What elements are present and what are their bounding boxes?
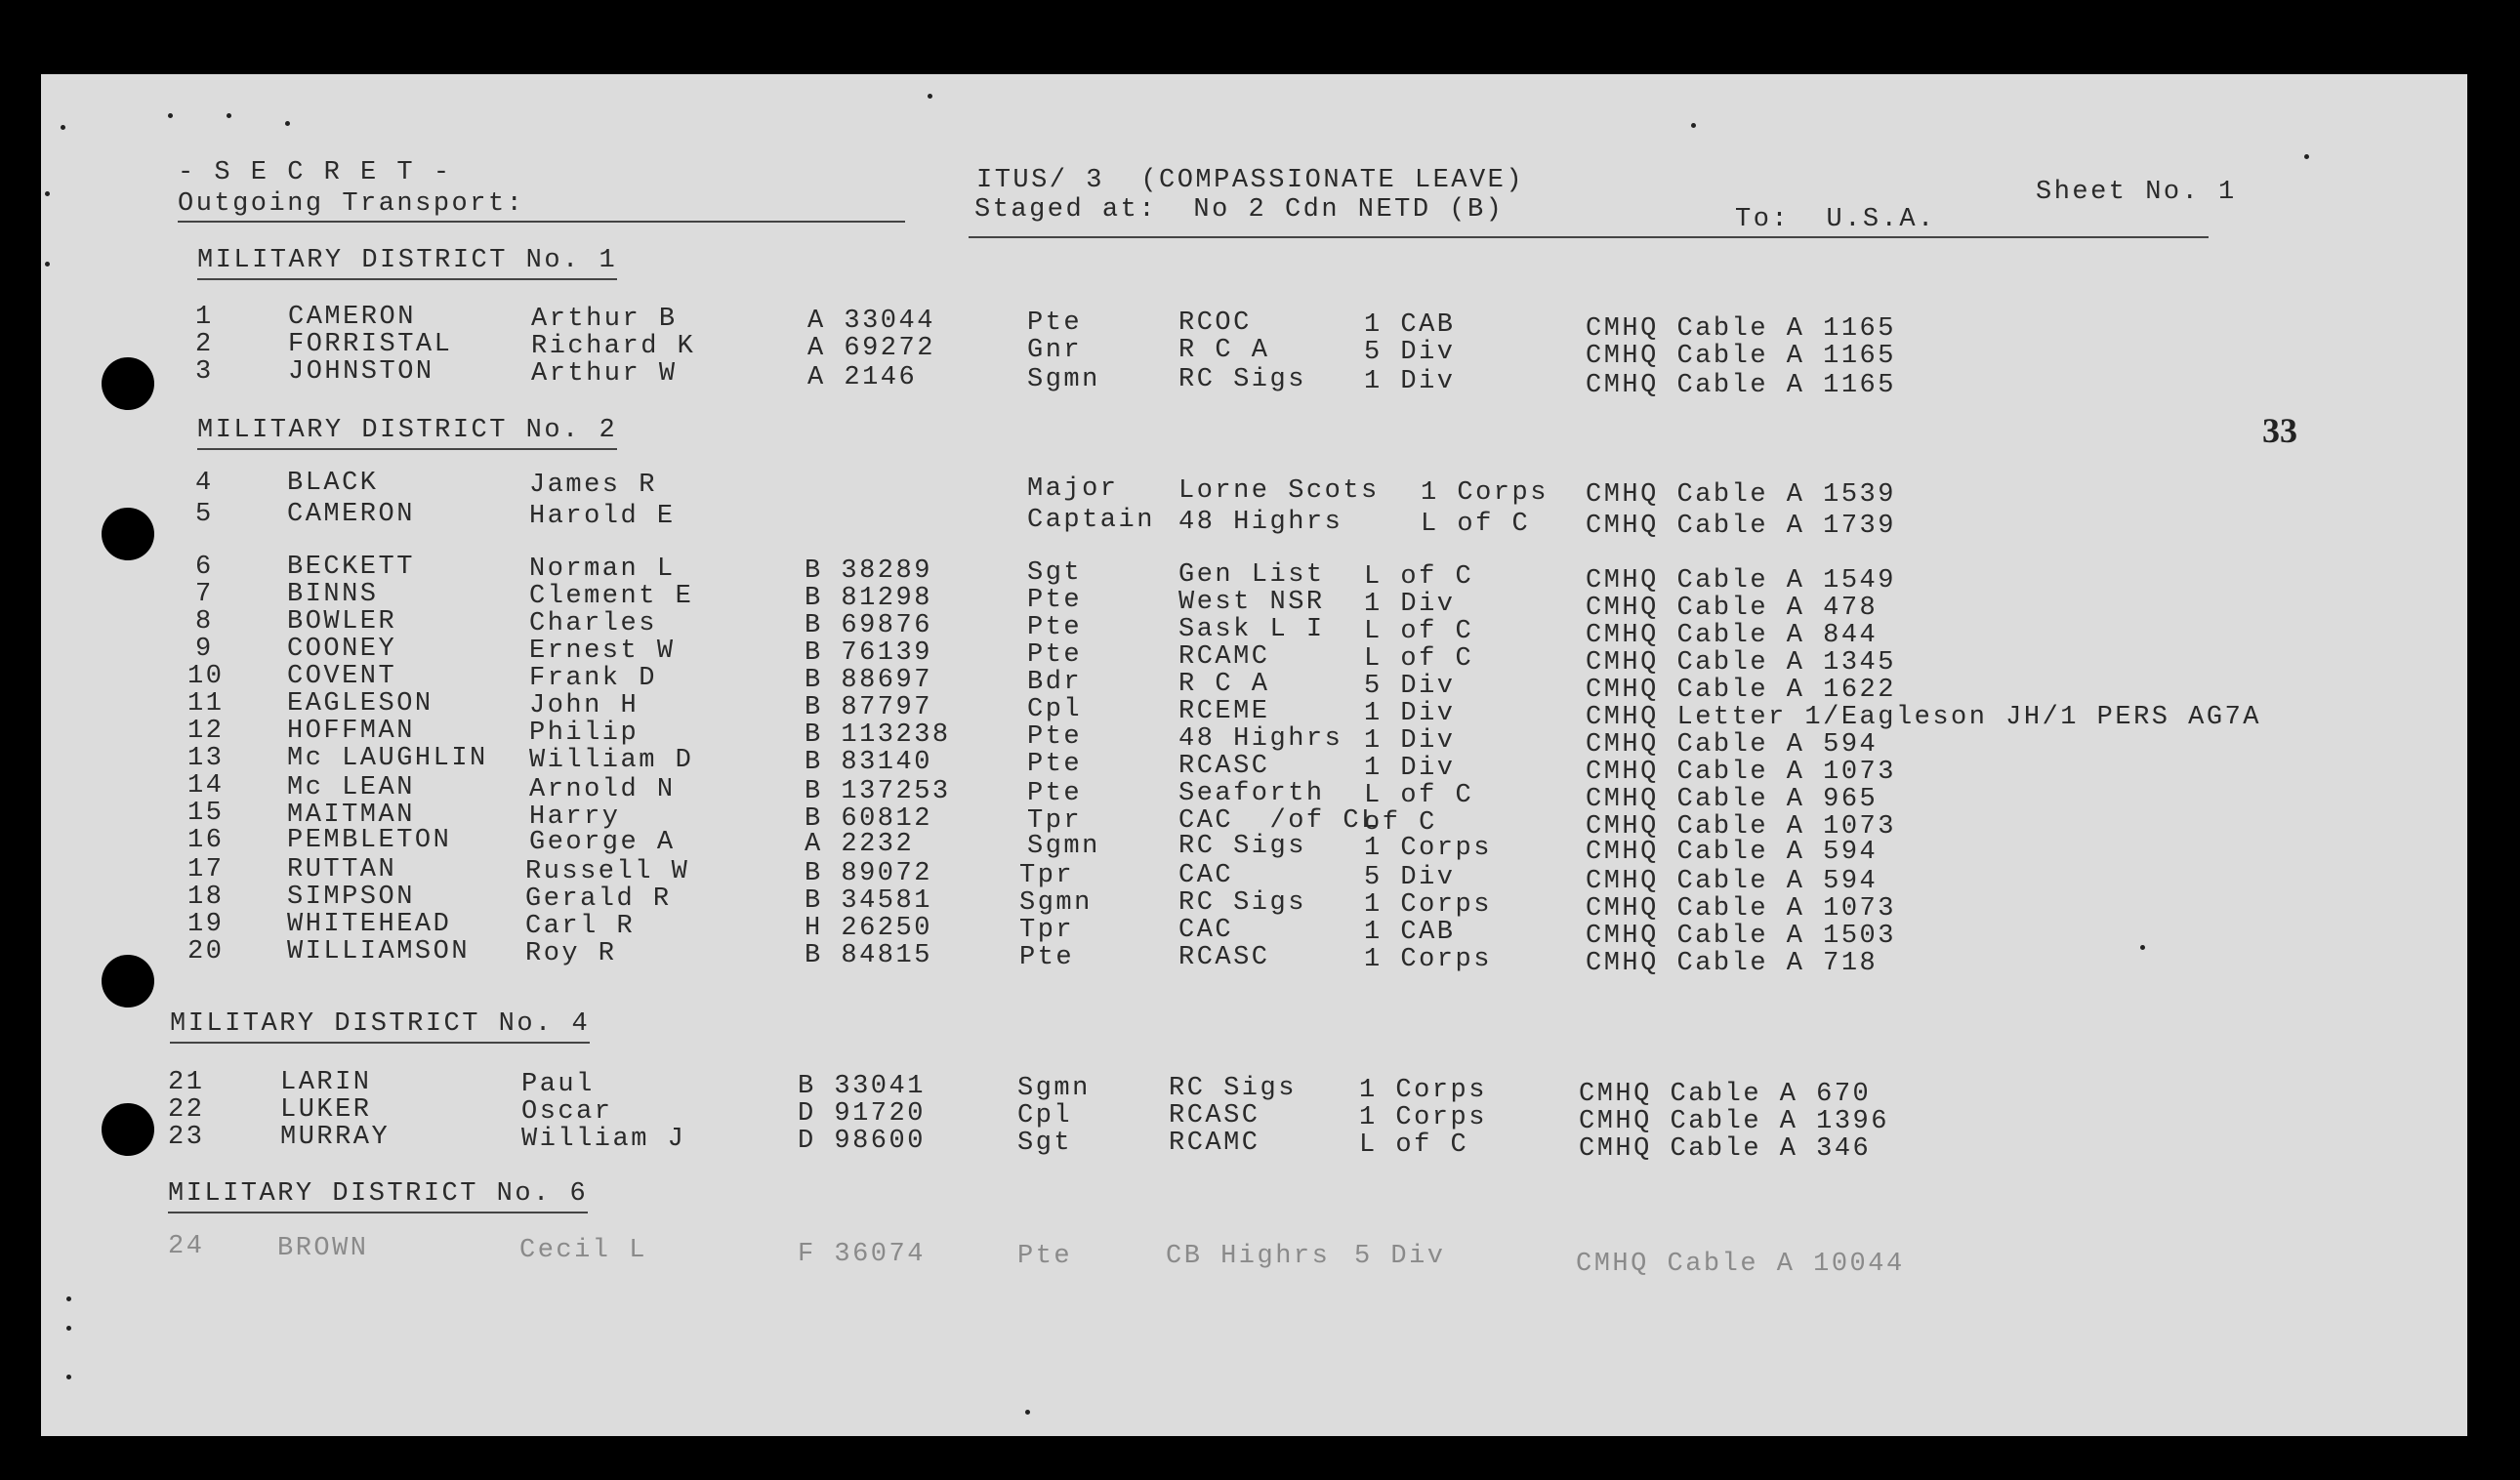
regimental-number: D 91720 <box>798 1099 926 1129</box>
formation: 1 Div <box>1364 699 1456 728</box>
given-name: Arthur W <box>531 359 678 389</box>
rank: Sgmn <box>1017 1074 1091 1103</box>
unit: RCAMC <box>1169 1129 1260 1158</box>
speck <box>227 113 231 118</box>
row-number: 1 <box>195 303 214 332</box>
surname: PEMBLETON <box>287 826 452 855</box>
punch-hole <box>102 508 154 560</box>
speck <box>1691 123 1696 128</box>
surname: FORRISTAL <box>288 330 453 359</box>
given-name: Norman L <box>529 555 676 584</box>
surname: LARIN <box>280 1068 372 1097</box>
surname: BOWLER <box>287 607 397 637</box>
unit: RCASC <box>1178 752 1270 781</box>
row-number: 18 <box>187 883 225 912</box>
row-number: 11 <box>187 689 225 719</box>
surname: Mc LEAN <box>287 773 415 802</box>
regimental-number: B 34581 <box>805 886 932 916</box>
surname: BLACK <box>287 469 379 498</box>
formation: 5 Div <box>1364 338 1456 367</box>
speck <box>66 1296 71 1301</box>
regimental-number: A 69272 <box>807 334 935 363</box>
speck <box>2304 154 2309 159</box>
unit: R C A <box>1178 336 1270 365</box>
unit: 48 Highrs <box>1178 724 1343 754</box>
given-name: Frank D <box>529 664 657 693</box>
rank: Pte <box>1027 750 1083 779</box>
row-number: 14 <box>187 771 225 801</box>
unit: Sask L I <box>1178 615 1325 644</box>
formation: L of C <box>1421 510 1531 539</box>
unit: CAC <box>1178 916 1234 945</box>
surname: WILLIAMSON <box>287 937 471 966</box>
regimental-number: A 2146 <box>807 363 918 392</box>
formation: L of C <box>1359 1131 1469 1160</box>
unit: RCASC <box>1169 1101 1260 1131</box>
speck <box>61 125 65 130</box>
row-number: 2 <box>195 330 214 359</box>
surname: Mc LAUGHLIN <box>287 744 488 773</box>
authority: CMHQ Cable A 10044 <box>1576 1250 1905 1279</box>
regimental-number: B 83140 <box>805 748 932 777</box>
regimental-number: B 137253 <box>805 777 951 806</box>
rank: Pte <box>1027 308 1083 338</box>
unit: RCASC <box>1178 943 1270 972</box>
rank: Sgmn <box>1027 365 1100 394</box>
row-number: 21 <box>168 1068 205 1097</box>
rank: Pte <box>1027 779 1083 808</box>
rank: Pte <box>1027 640 1083 670</box>
punch-hole <box>102 1103 154 1156</box>
row-number: 20 <box>187 937 225 966</box>
regimental-number: B 89072 <box>805 859 932 888</box>
formation: 1 Div <box>1364 367 1456 396</box>
formation: L of C <box>1364 617 1474 646</box>
unit: RCEME <box>1178 697 1270 726</box>
speck <box>66 1326 71 1331</box>
page-number: 33 <box>2262 411 2297 450</box>
rank: Captain <box>1027 506 1155 535</box>
formation: 1 Corps <box>1364 890 1492 920</box>
given-name: Harold E <box>529 502 676 531</box>
section-title: MILITARY DISTRICT No. 1 <box>197 248 617 280</box>
given-name: William J <box>521 1125 686 1154</box>
formation: 1 Div <box>1364 726 1456 756</box>
rank: Pte <box>1027 613 1083 642</box>
formation: 1 Corps <box>1359 1103 1487 1132</box>
given-name: John H <box>529 691 640 720</box>
formation: 1 Corps <box>1364 834 1492 863</box>
rank: Sgt <box>1017 1129 1073 1158</box>
surname: SIMPSON <box>287 883 415 912</box>
authority: CMHQ Cable A 1165 <box>1586 371 1896 400</box>
rank: Tpr <box>1019 916 1075 945</box>
authority: CMHQ Cable A 1165 <box>1586 314 1896 344</box>
row-number: 7 <box>195 580 214 609</box>
speck <box>45 262 50 267</box>
given-name: Paul <box>521 1070 595 1099</box>
regimental-number: B 113238 <box>805 720 951 750</box>
regimental-number: A 2232 <box>805 830 915 859</box>
regimental-number: B 38289 <box>805 556 932 586</box>
outgoing-transport-label: Outgoing Transport: <box>178 189 525 219</box>
punch-hole <box>102 955 154 1007</box>
regimental-number: B 88697 <box>805 666 932 695</box>
authority: CMHQ Cable A 844 <box>1586 621 1879 650</box>
surname: CAMERON <box>287 500 415 529</box>
unit: 48 Highrs <box>1178 508 1343 537</box>
unit: RCAMC <box>1178 642 1270 672</box>
surname: BECKETT <box>287 553 415 582</box>
given-name: Arthur B <box>531 305 678 334</box>
unit: RCOC <box>1178 308 1252 338</box>
given-name: George A <box>529 828 676 857</box>
rank: Cpl <box>1017 1101 1073 1131</box>
rank: Gnr <box>1027 336 1083 365</box>
surname: COONEY <box>287 635 397 664</box>
given-name: Arnold N <box>529 775 676 804</box>
row-number: 5 <box>195 500 214 529</box>
authority: CMHQ Cable A 1073 <box>1586 758 1896 787</box>
unit: CB Highrs <box>1166 1242 1331 1271</box>
authority: CMHQ Cable A 965 <box>1586 785 1879 814</box>
row-number: 24 <box>168 1232 205 1261</box>
surname: COVENT <box>287 662 397 691</box>
unit: West NSR <box>1178 588 1325 617</box>
rank: Major <box>1027 474 1119 504</box>
speck <box>1025 1410 1030 1415</box>
row-number: 23 <box>168 1123 205 1152</box>
formation: of C <box>1364 808 1437 838</box>
formation: L of C <box>1364 562 1474 592</box>
row-number: 6 <box>195 553 214 582</box>
rank: Pte <box>1017 1242 1073 1271</box>
formation: 1 Div <box>1364 754 1456 783</box>
given-name: Russell W <box>525 857 690 886</box>
given-name: Cecil L <box>519 1236 647 1265</box>
row-number: 15 <box>187 799 225 828</box>
rank: Pte <box>1027 722 1083 752</box>
itus-title: ITUS/ 3 (COMPASSIONATE LEAVE) <box>976 166 1525 195</box>
surname: EAGLESON <box>287 689 434 719</box>
unit: RC Sigs <box>1169 1074 1297 1103</box>
authority: CMHQ Cable A 1345 <box>1586 648 1896 678</box>
row-number: 3 <box>195 357 214 387</box>
authority: CMHQ Cable A 1739 <box>1586 512 1896 541</box>
row-number: 22 <box>168 1095 205 1125</box>
surname: BROWN <box>277 1234 369 1263</box>
row-number: 10 <box>187 662 225 691</box>
given-name: Philip <box>529 719 640 748</box>
regimental-number: F 36074 <box>798 1240 926 1269</box>
document-sheet <box>41 74 2467 1436</box>
authority: CMHQ Cable A 594 <box>1586 730 1879 760</box>
rank: Pte <box>1019 943 1075 972</box>
surname: JOHNSTON <box>288 357 434 387</box>
regimental-number: B 87797 <box>805 693 932 722</box>
header-underline-right <box>969 236 2209 238</box>
surname: RUTTAN <box>287 855 397 884</box>
row-number: 16 <box>187 826 225 855</box>
regimental-number: B 81298 <box>805 584 932 613</box>
row-number: 9 <box>195 635 214 664</box>
unit: CAC <box>1178 861 1234 890</box>
given-name: Gerald R <box>525 884 672 914</box>
rank: Tpr <box>1019 861 1075 890</box>
row-number: 17 <box>187 855 225 884</box>
rank: Sgt <box>1027 558 1083 588</box>
surname: MAITMAN <box>287 801 415 830</box>
rank: Bdr <box>1027 668 1083 697</box>
regimental-number: H 26250 <box>805 914 932 943</box>
sheet-number: Sheet No. 1 <box>2036 178 2237 207</box>
formation: 1 CAB <box>1364 918 1456 947</box>
row-number: 13 <box>187 744 225 773</box>
unit: RC Sigs <box>1178 888 1306 918</box>
authority: CMHQ Cable A 1549 <box>1586 566 1896 596</box>
authority: CMHQ Cable A 1539 <box>1586 480 1896 510</box>
authority: CMHQ Cable A 594 <box>1586 838 1879 867</box>
speck <box>168 113 173 118</box>
speck <box>45 191 50 196</box>
speck <box>285 121 290 126</box>
surname: HOFFMAN <box>287 717 415 746</box>
given-name: William D <box>529 746 694 775</box>
authority: CMHQ Cable A 1165 <box>1586 342 1896 371</box>
regimental-number: B 69876 <box>805 611 932 640</box>
unit: CAC /of CL <box>1178 806 1380 836</box>
authority: CMHQ Cable A 1073 <box>1586 812 1896 842</box>
formation: 5 Div <box>1364 672 1456 701</box>
unit: Gen List <box>1178 560 1325 590</box>
regimental-number: B 60812 <box>805 804 932 834</box>
authority: CMHQ Cable A 1073 <box>1586 894 1896 924</box>
rank: Sgmn <box>1027 832 1100 861</box>
staged-at: Staged at: No 2 Cdn NETD (B) <box>974 195 1505 225</box>
authority: CMHQ Cable A 346 <box>1579 1134 1872 1164</box>
surname: BINNS <box>287 580 379 609</box>
given-name: Harry <box>529 802 621 832</box>
given-name: Carl R <box>525 912 636 941</box>
row-number: 4 <box>195 469 214 498</box>
row-number: 8 <box>195 607 214 637</box>
regimental-number: B 33041 <box>798 1072 926 1101</box>
row-number: 19 <box>187 910 225 939</box>
row-number: 12 <box>187 717 225 746</box>
unit: R C A <box>1178 670 1270 699</box>
unit: RC Sigs <box>1178 365 1306 394</box>
authority: CMHQ Cable A 594 <box>1586 867 1879 896</box>
given-name: Charles <box>529 609 657 638</box>
formation: 5 Div <box>1364 863 1456 892</box>
formation: L of C <box>1364 781 1474 810</box>
header-underline-left <box>178 221 905 223</box>
section-title: MILITARY DISTRICT No. 4 <box>170 1011 590 1044</box>
unit: Seaforth <box>1178 779 1325 808</box>
given-name: James R <box>529 471 657 500</box>
rank: Pte <box>1027 586 1083 615</box>
section-title: MILITARY DISTRICT No. 6 <box>168 1181 588 1213</box>
formation: L of C <box>1364 644 1474 674</box>
formation: 1 CAB <box>1364 310 1456 340</box>
rank: Cpl <box>1027 695 1083 724</box>
regimental-number: A 33044 <box>807 307 935 336</box>
regimental-number: B 76139 <box>805 638 932 668</box>
surname: CAMERON <box>288 303 416 332</box>
given-name: Oscar <box>521 1097 613 1127</box>
rank: Tpr <box>1027 806 1083 836</box>
surname: MURRAY <box>280 1123 391 1152</box>
unit: RC Sigs <box>1178 832 1306 861</box>
authority: CMHQ Cable A 1503 <box>1586 922 1896 951</box>
given-name: Roy R <box>525 939 617 968</box>
section-title: MILITARY DISTRICT No. 2 <box>197 418 617 450</box>
authority: CMHQ Letter 1/Eagleson JH/1 PERS AG7A <box>1586 703 2261 732</box>
speck <box>2140 945 2145 950</box>
formation: 1 Corps <box>1359 1076 1487 1105</box>
formation: 5 Div <box>1354 1242 1446 1271</box>
rank: Sgmn <box>1019 888 1093 918</box>
authority: CMHQ Cable A 1622 <box>1586 676 1896 705</box>
formation: 1 Div <box>1364 590 1456 619</box>
speck <box>928 94 932 99</box>
regimental-number: B 84815 <box>805 941 932 970</box>
surname: WHITEHEAD <box>287 910 452 939</box>
destination: To: U.S.A. <box>1735 205 1936 234</box>
surname: LUKER <box>280 1095 372 1125</box>
formation: 1 Corps <box>1421 478 1549 508</box>
unit: Lorne Scots <box>1178 476 1380 506</box>
authority: CMHQ Cable A 1396 <box>1579 1107 1889 1136</box>
formation: 1 Corps <box>1364 945 1492 974</box>
punch-hole <box>102 357 154 410</box>
authority: CMHQ Cable A 478 <box>1586 594 1879 623</box>
speck <box>66 1375 71 1379</box>
secret-heading: - S E C R E T - <box>178 158 452 187</box>
regimental-number: D 98600 <box>798 1127 926 1156</box>
given-name: Ernest W <box>529 637 676 666</box>
authority: CMHQ Cable A 718 <box>1586 949 1879 978</box>
given-name: Clement E <box>529 582 694 611</box>
given-name: Richard K <box>531 332 696 361</box>
authority: CMHQ Cable A 670 <box>1579 1080 1872 1109</box>
